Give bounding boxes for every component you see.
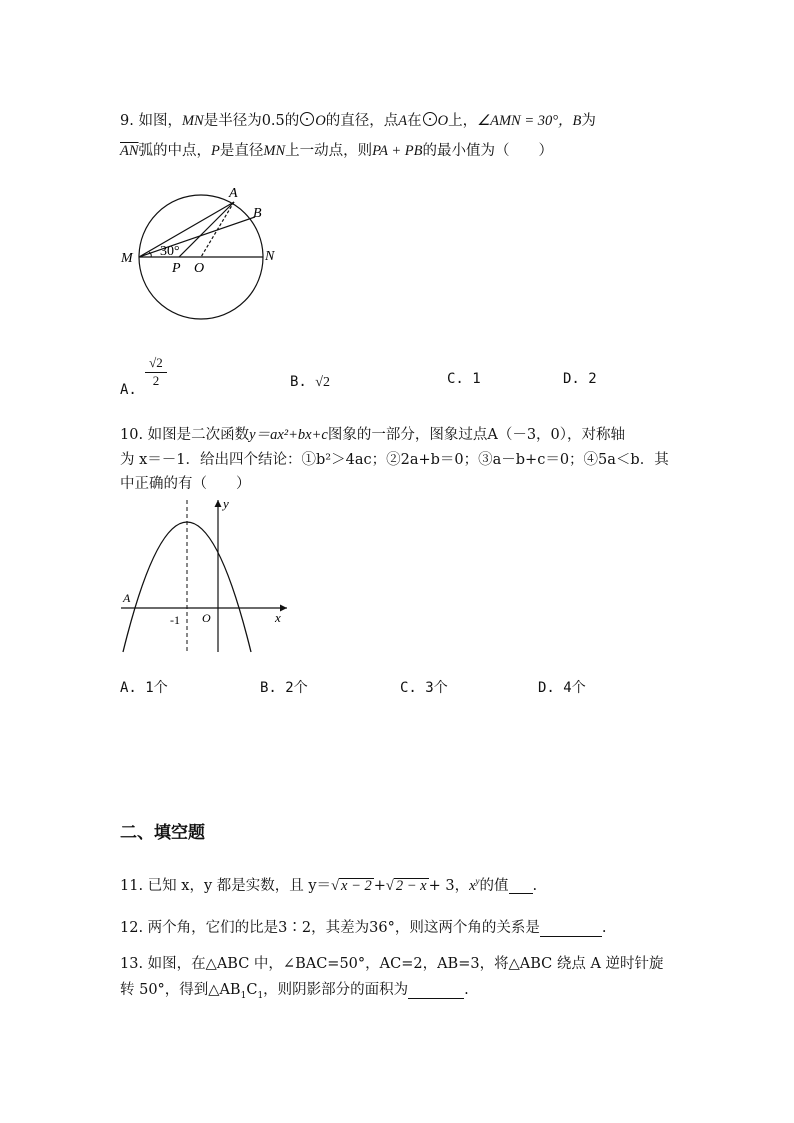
q11-blank[interactable]	[509, 879, 533, 895]
circle-dot-icon	[300, 112, 314, 126]
q10-option-d[interactable]: D. 4个	[538, 680, 586, 696]
circle-dot-icon	[423, 112, 437, 126]
label-y: y	[223, 496, 229, 511]
q13-line2: 转 50°，得到$\triangle AB_1C_1$，则阴影部分的面积为 .	[120, 982, 469, 1001]
label-neg1: -1	[170, 613, 180, 627]
label-o: O	[202, 611, 211, 625]
q12-blank[interactable]	[540, 921, 602, 937]
q10-line2: 为 x＝－1．给出四个结论：①b²＞4ac；②2a+b＝0；③a－b+c＝0；④5a＜b．其	[120, 452, 669, 468]
q10-option-c[interactable]: C. 3个	[400, 680, 448, 696]
q9-option-c[interactable]: C. 1	[447, 371, 481, 387]
q13-blank[interactable]	[408, 983, 464, 999]
q10-parabola-figure	[115, 492, 295, 657]
label-m: M	[121, 251, 133, 266]
label-a: A	[123, 591, 131, 605]
label-b: B	[253, 206, 262, 221]
q10-option-b[interactable]: B. 2个	[260, 680, 308, 696]
q10-line3: 中正确的有（ ）	[120, 476, 251, 492]
label-p: P	[172, 261, 181, 276]
label-x: x	[275, 610, 281, 625]
q9-option-b[interactable]: B. √2	[290, 374, 330, 390]
label-n: N	[265, 249, 275, 264]
q9-circle-figure	[115, 180, 290, 320]
q9-option-a[interactable]: A.	[120, 382, 137, 398]
q12-line: 12. 两个角，它们的比是3∶2，其差为36°，则这两个角的关系是 .	[120, 920, 607, 936]
q9-option-a-fraction: √2 2	[145, 355, 167, 389]
q9-line2: $\overline{AN}$弧的中点，P是直径MN上一动点，则PA + PB的最小值为（ ）	[120, 143, 553, 159]
label-o: O	[194, 261, 205, 276]
q9-option-d[interactable]: D. 2	[563, 371, 597, 387]
q10-line1: 10. 如图是二次函数y＝ax²+bx+c图象的一部分，图象过点A（－3，0），对称轴	[120, 427, 626, 443]
section-title: 二、填空题	[120, 823, 205, 843]
label-a: A	[229, 186, 238, 201]
label-30: 30°	[160, 244, 180, 259]
q13-line1: 13. 如图，在△ABC 中，∠BAC=50°，AC=2，AB=3，将△ABC 绕点 A 逆时针旋	[120, 956, 664, 972]
q11-line: 11. 已知 x，y 都是实数，且 y＝√ x − 2 +√ 2 − x + 3，$x^y$的值 .	[120, 876, 538, 894]
q9-line1: 9. 如图，MN是半径为0.5的 O的直径，点A在 O上，∠AMN = 30°，B为	[120, 113, 596, 129]
q10-option-a[interactable]: A. 1个	[120, 680, 168, 696]
